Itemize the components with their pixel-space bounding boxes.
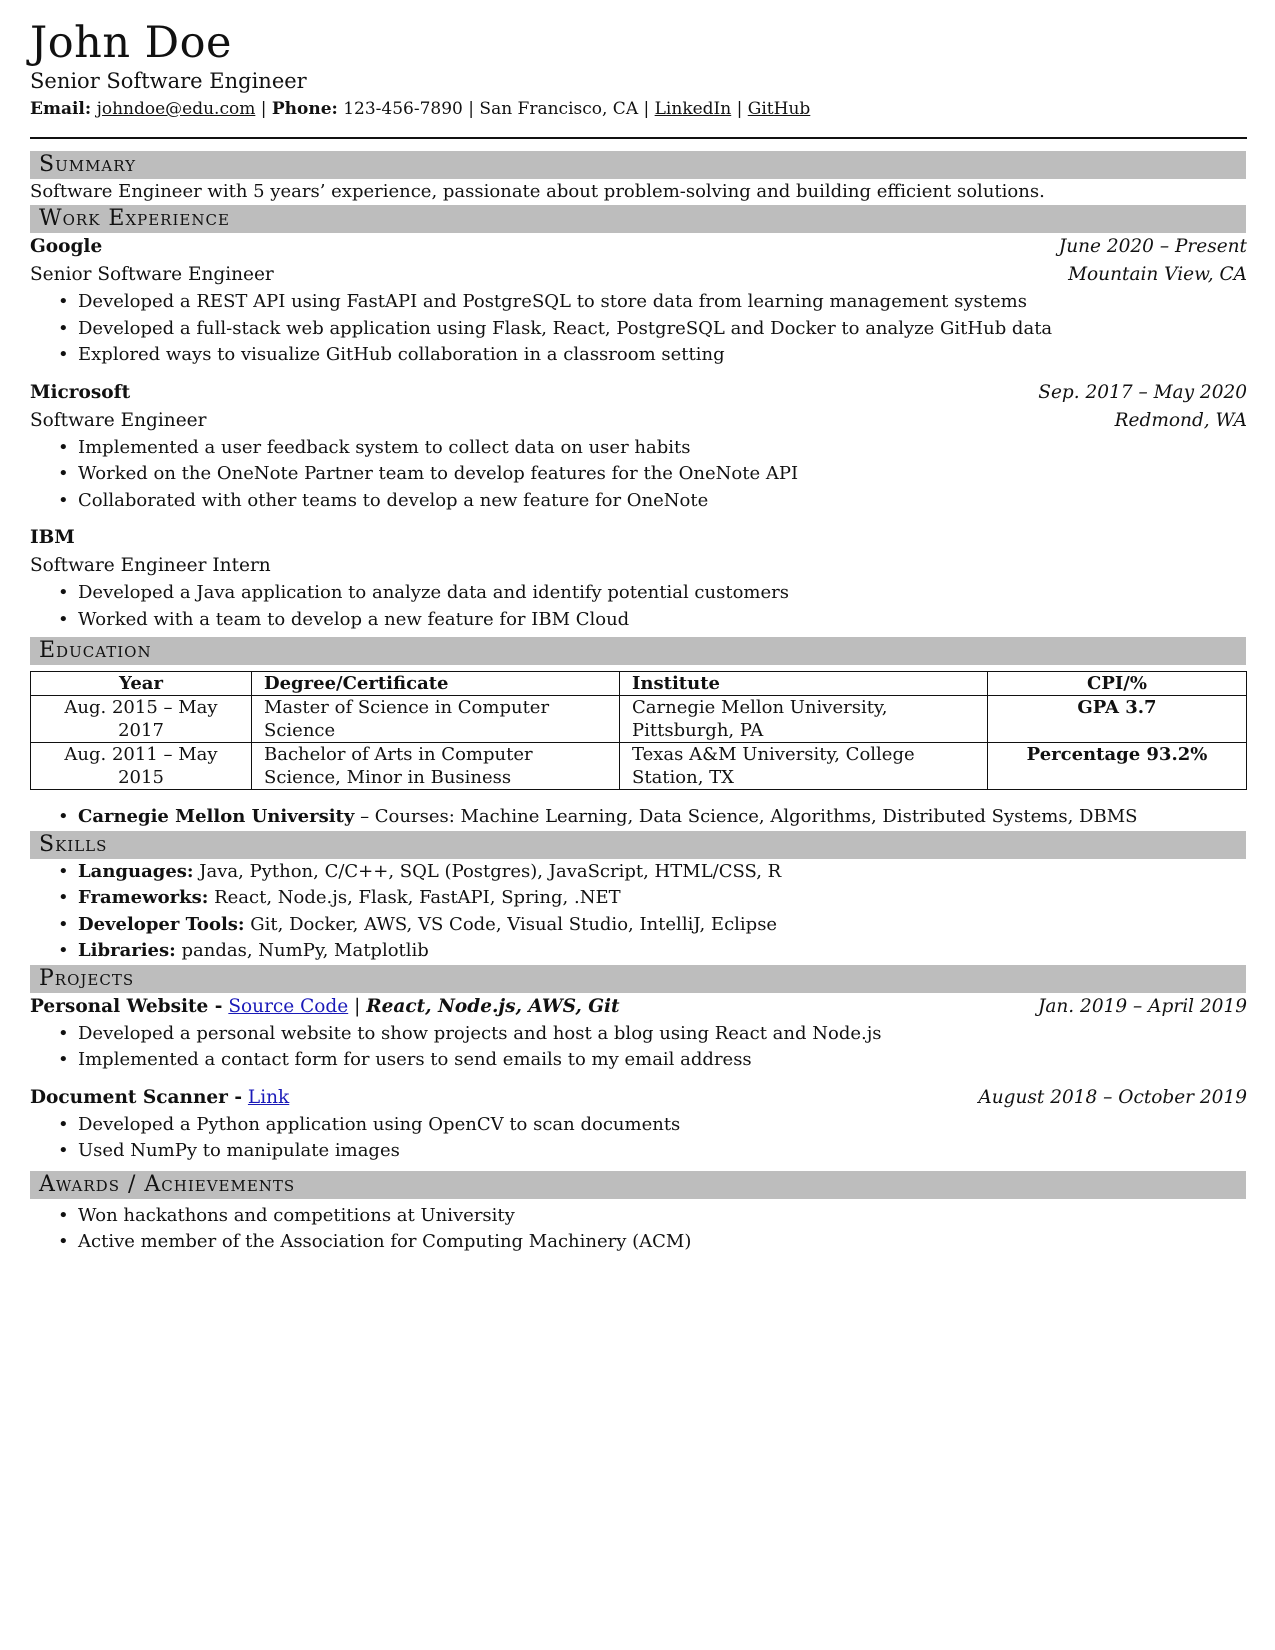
job-role: Software Engineer [30,409,207,431]
job-role: Software Engineer Intern [30,555,271,576]
bullet-item: • Active member of the Association for Computing Machinery (ACM) [78,1229,1247,1256]
bullet-item: • Won hackathons and competitions at University [78,1203,1247,1230]
skill-label: Libraries: [78,940,176,961]
github-link[interactable]: GitHub [747,99,811,119]
bullet-item: • Worked with a team to develop a new feature for IBM Cloud [78,607,1247,634]
skill-value: Git, Docker, AWS, VS Code, Visual Studio, IntelliJ, Eclipse [250,913,778,935]
table-row [31,743,1247,790]
column-header: Institute [620,672,988,696]
column-header: Year [31,672,252,696]
job-entry [30,233,1247,369]
separator: | [643,99,650,119]
email-label: Email: [30,99,92,119]
company-name: Google [30,236,103,257]
job-entry [30,379,1247,515]
bullet-item: • Worked on the OneNote Partner team to develop features for the OneNote API [78,461,1247,488]
table-cell: GPA 3.7 [988,696,1247,743]
job-role: Senior Software Engineer [30,264,274,285]
job-location: Redmond, WA [1114,409,1247,431]
bullet-item: • Developed a full-stack web application using Flask, React, PostgreSQL and Docker to analyze GitHub data [78,316,1247,343]
job-dates: Sep. 2017 – May 2020 [1038,381,1247,403]
education-table [30,671,1247,790]
bullet-item: • Used NumPy to manipulate images [78,1138,1247,1165]
courses-school: Carnegie Mellon University [78,806,355,827]
bullet-item: • Developed a Python application using OpenCV to scan documents [78,1112,1247,1139]
project-dates: August 2018 – October 2019 [978,1086,1247,1108]
skill-item [78,859,1247,886]
skill-value: Java, Python, C/C++, SQL (Postgres), JavaScript, HTML/CSS, R [199,860,782,882]
company-name: Microsoft [30,381,131,403]
skill-label: Frameworks: [78,887,209,908]
job-location: Mountain View, CA [1068,264,1247,285]
bullet-item: • Developed a REST API using FastAPI and PostgreSQL to store data from learning management systems [78,289,1247,316]
bullet-item: • Explored ways to visualize GitHub collaboration in a classroom setting [78,342,1247,369]
courses-text: – Courses: Machine Learning, Data Science, Algorithms, Distributed Systems, DBMS [360,806,1138,827]
table-cell: Bachelor of Arts in Computer Science, Minor in Business [252,743,620,790]
courses-list [30,804,1247,831]
table-cell: Aug. 2011 – May 2015 [31,743,252,790]
separator: | [354,995,361,1017]
table-cell: Master of Science in Computer Science [252,696,620,743]
header-divider [30,137,1247,139]
skill-item [78,912,1247,939]
location-text: San Francisco, CA [479,99,639,119]
courses-item [78,804,1247,831]
separator: | [736,99,743,119]
phone-number: 123-456-7890 [343,99,463,119]
skill-item [78,938,1247,965]
skill-item [78,885,1247,912]
job-entry [30,524,1247,633]
awards-list [30,1203,1247,1256]
separator: | [260,99,267,119]
summary-text: Software Engineer with 5 years’ experience, passionate about problem-solving and building efficient solutions. [30,181,1045,202]
contact-line [30,97,1247,121]
project-name: Personal Website - [30,995,223,1017]
bullet-item: • Developed a Java application to analyze data and identify potential customers [78,580,1247,607]
company-name: IBM [30,527,75,548]
skill-value: pandas, NumPy, Matplotlib [181,940,429,961]
candidate-name: John Doe [30,18,232,68]
bullet-item: • Developed a personal website to show projects and host a blog using React and Node.js [78,1021,1247,1048]
table-cell: Aug. 2015 – May 2017 [31,696,252,743]
skill-label: Developer Tools: [78,913,245,935]
project-entry [30,993,1247,1074]
skills-list [30,859,1247,965]
skill-label: Languages: [78,860,194,882]
project-name: Document Scanner - [30,1086,243,1108]
table-cell: Texas A&M University, College Station, TX [620,743,988,790]
bullet-item: • Collaborated with other teams to develop a new feature for OneNote [78,488,1247,515]
project-entry [30,1084,1247,1165]
section-heading-skills: Skills [30,831,1246,859]
phone-label: Phone: [271,99,338,119]
table-header-row [31,672,1247,696]
project-bullets [30,1112,1247,1165]
section-heading-awards: Awards / Achievements [30,1171,1246,1199]
resume-header [30,18,1247,121]
linkedin-link[interactable]: LinkedIn [654,99,732,119]
job-bullets [30,435,1247,515]
project-tech: React, Node.js, AWS, Git [366,995,620,1017]
section-heading-work: Work Experience [30,205,1246,233]
section-heading-education: Education [30,637,1246,665]
source-code-link[interactable]: Source Code [228,995,349,1017]
table-row [31,696,1247,743]
bullet-item: • Implemented a user feedback system to collect data on user habits [78,435,1247,462]
table-cell: Percentage 93.2% [988,743,1247,790]
project-dates: Jan. 2019 – April 2019 [1037,995,1247,1017]
job-bullets [30,580,1247,633]
candidate-title: Senior Software Engineer [30,69,307,93]
job-dates: June 2020 – Present [1058,236,1247,257]
separator: | [468,99,475,119]
column-header: CPI/% [988,672,1247,696]
bullet-item: • Implemented a contact form for users to send emails to my email address [78,1047,1247,1074]
job-bullets [30,289,1247,369]
section-heading-projects: Projects [30,965,1246,993]
section-heading-summary: Summary [30,151,1246,179]
project-bullets [30,1021,1247,1074]
email-link[interactable]: johndoe@edu.com [96,99,256,119]
project-link[interactable]: Link [247,1086,290,1108]
column-header: Degree/Certificate [252,672,620,696]
skill-value: React, Node.js, Flask, FastAPI, Spring, .NET [214,887,621,908]
table-cell: Carnegie Mellon University, Pittsburgh, PA [620,696,988,743]
